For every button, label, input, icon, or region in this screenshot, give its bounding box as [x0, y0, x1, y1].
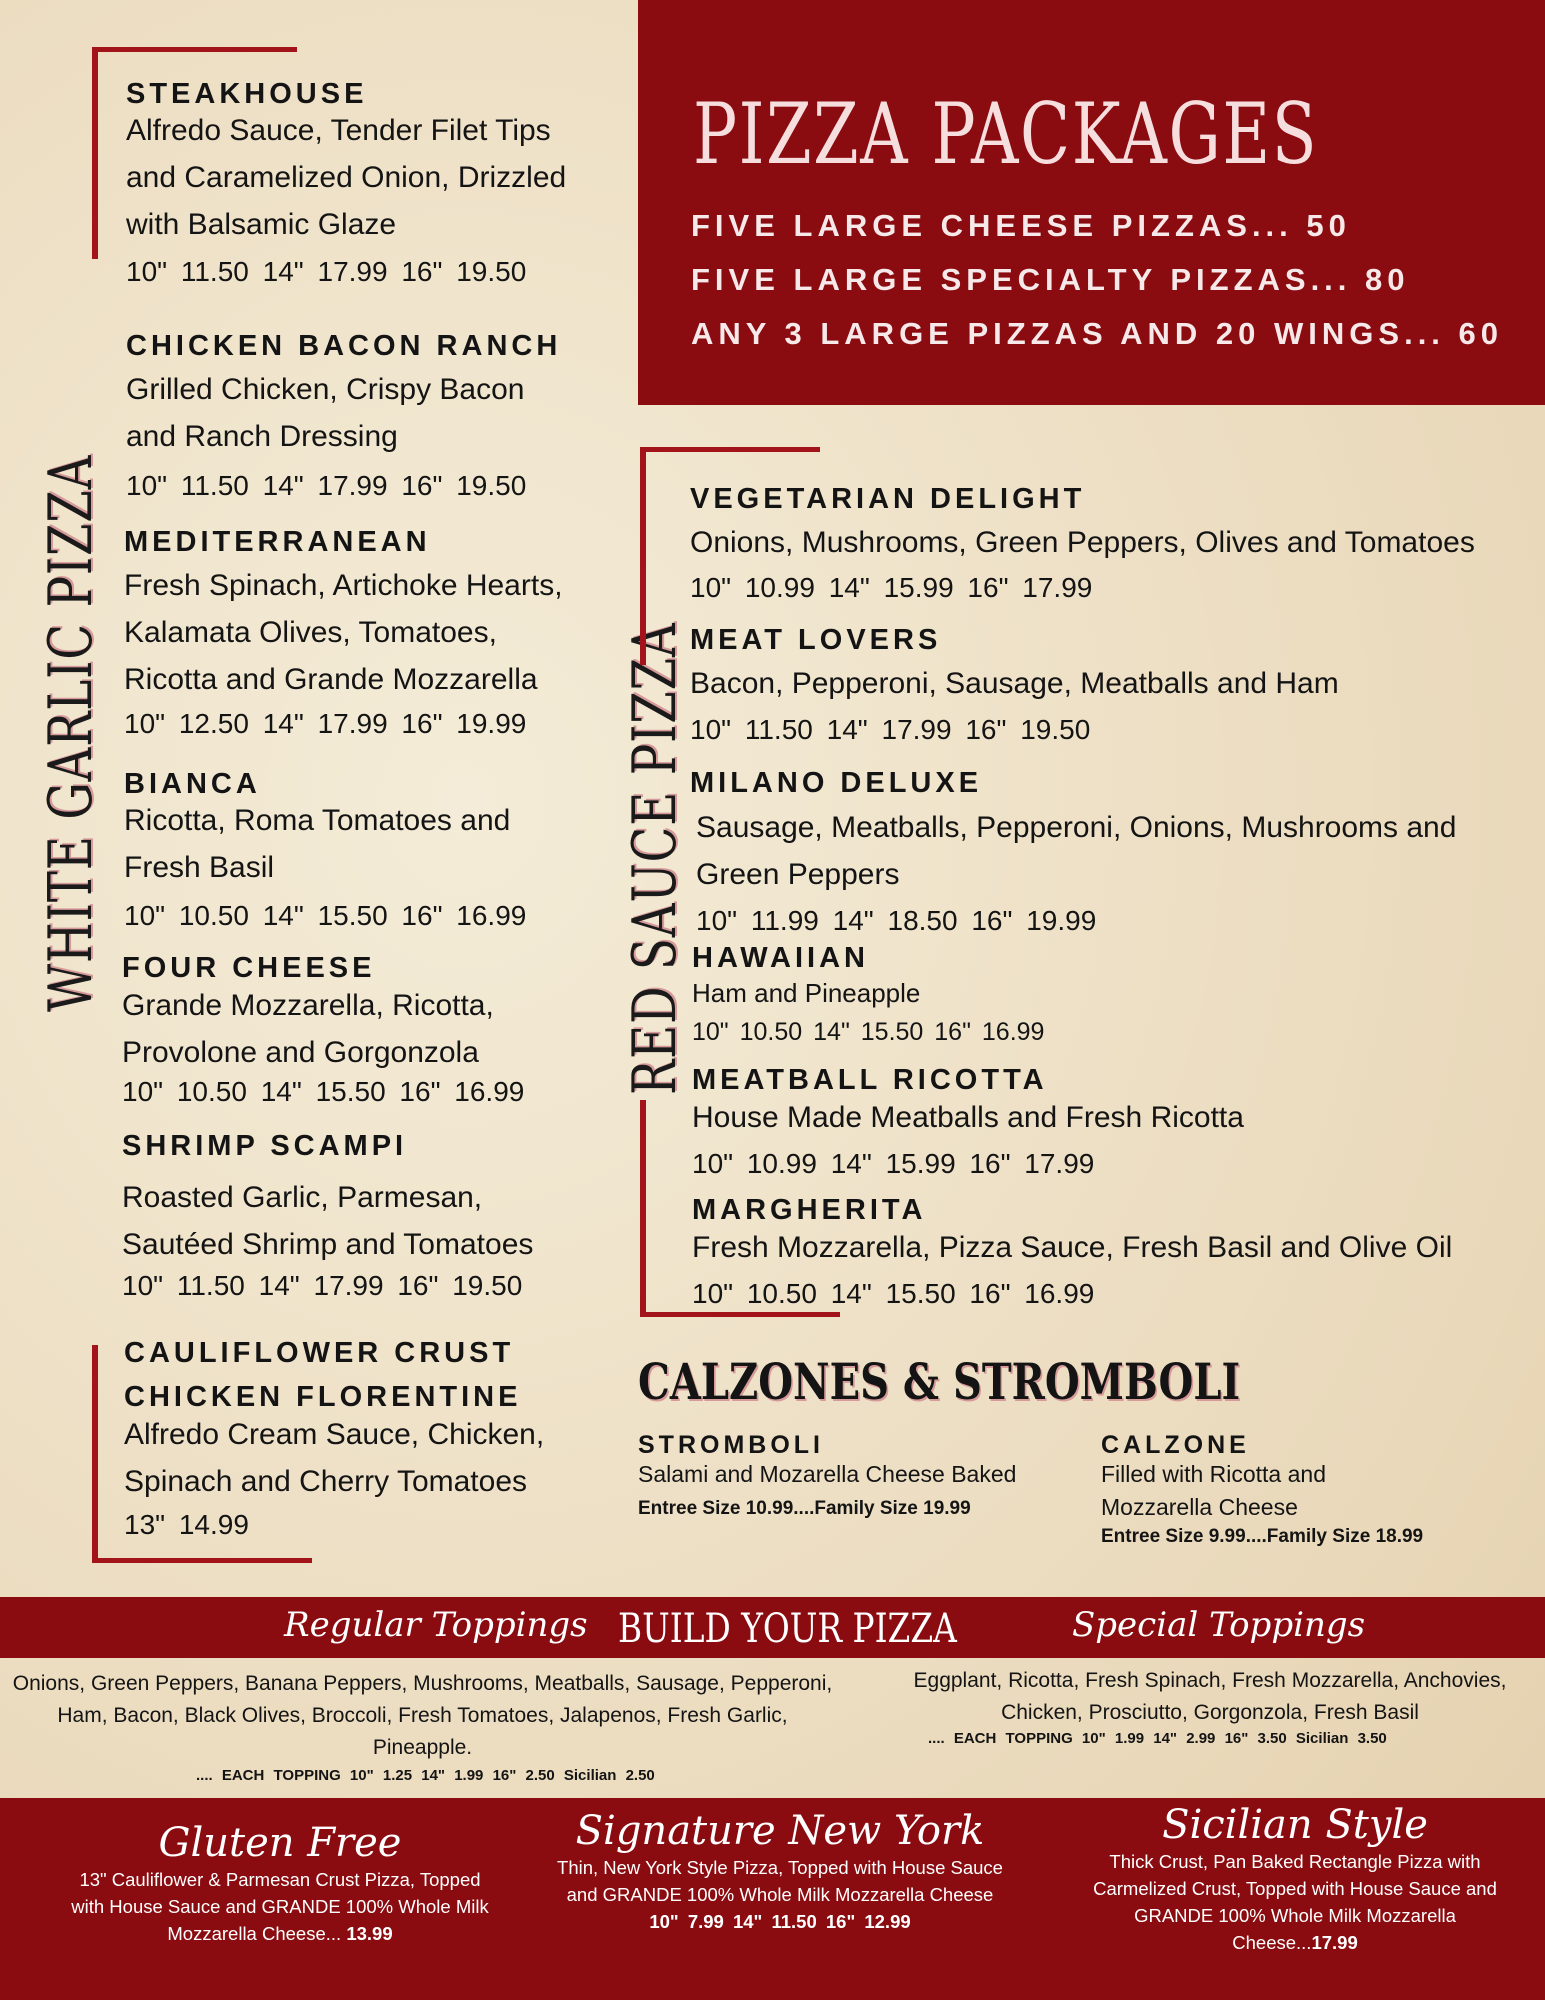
build-your-pizza-band: [0, 1597, 1545, 1658]
calzone-desc: Filled with Ricotta and Mozzarella Cheese: [1101, 1461, 1326, 1520]
bracket-decoration: [92, 47, 297, 52]
bracket-decoration: [92, 1345, 98, 1563]
menu-item-price: 10" 10.99 14" 15.99 16" 17.99: [690, 572, 1093, 603]
menu-item-title: STEAKHOUSE: [126, 78, 368, 110]
special-toppings-label: Special Toppings: [1072, 1605, 1366, 1645]
package-line: FIVE LARGE SPECIALTY PIZZAS... 80: [691, 262, 1410, 297]
menu-item-desc: Fresh Mozzarella, Pizza Sauce, Fresh Basil and Olive Oil: [692, 1231, 1453, 1264]
menu-item-price: 13" 14.99: [124, 1509, 249, 1540]
bracket-decoration: [92, 47, 98, 259]
menu-item-desc: House Made Meatballs and Fresh Ricotta: [692, 1101, 1244, 1134]
regular-toppings-price: .... EACH TOPPING 10" 1.25 14" 1.99 16" 2.50 Sicilian 2.50: [196, 1767, 655, 1784]
menu-item-desc: Ricotta, Roma Tomatoes and Fresh Basil: [124, 804, 511, 884]
stromboli-title: STROMBOLI: [638, 1431, 824, 1459]
gluten-free-section: Gluten Free 13" Cauliflower & Parmesan Crust Pizza, Topped with House Sauce and GRANDE 100% Whole Milk Mozzarella Cheese... 13.99: [50, 1820, 510, 1947]
menu-item-price: 10" 11.50 14" 17.99 16" 19.50: [122, 1270, 523, 1301]
special-toppings-price: .... EACH TOPPING 10" 1.99 14" 2.99 16" 3.50 Sicilian 3.50: [928, 1730, 1387, 1747]
menu-item-price: 10" 10.50 14" 15.50 16" 16.99: [692, 1278, 1095, 1309]
bracket-decoration: [640, 447, 820, 452]
menu-item-price: 10" 11.50 14" 17.99 16" 19.50: [690, 714, 1091, 745]
red-sauce-section-title: RED SAUCE PIZZA: [620, 622, 690, 1095]
package-line: ANY 3 LARGE PIZZAS AND 20 WINGS... 60: [691, 316, 1504, 351]
menu-item-desc: Sausage, Meatballs, Pepperoni, Onions, Mushrooms and Green Peppers: [696, 811, 1457, 891]
menu-item-desc: Fresh Spinach, Artichoke Hearts, Kalamata Olives, Tomatoes, Ricotta and Grande Mozzarella: [124, 569, 563, 696]
bracket-decoration: [640, 1100, 646, 1317]
menu-item-title: CHICKEN FLORENTINE: [124, 1381, 522, 1413]
menu-item-title: VEGETARIAN DELIGHT: [690, 483, 1086, 515]
regular-toppings-label: Regular Toppings: [284, 1605, 588, 1645]
menu-item-title: HAWAIIAN: [692, 942, 869, 974]
menu-item-title: MARGHERITA: [692, 1194, 927, 1226]
bracket-decoration: [640, 1312, 840, 1317]
menu-item-title: MILANO DELUXE: [690, 767, 983, 799]
menu-item-price: 10" 11.50 14" 17.99 16" 19.50: [126, 470, 527, 501]
special-toppings-list: Eggplant, Ricotta, Fresh Spinach, Fresh Mozzarella, Anchovies, Chicken, Prosciutto, Gorgonzola, Fresh Basil: [913, 1669, 1507, 1724]
build-your-pizza-title: BUILD YOUR PIZZA: [618, 1606, 957, 1652]
menu-item-desc: Alfredo Cream Sauce, Chicken, Spinach and Cherry Tomatoes: [124, 1418, 545, 1498]
menu-item-title: BIANCA: [124, 768, 261, 800]
menu-item-desc: Alfredo Sauce, Tender Filet Tips and Caramelized Onion, Drizzled with Balsamic Glaze: [126, 114, 567, 241]
calzones-section-title: CALZONES & STROMBOLI: [638, 1352, 1241, 1411]
calzone-price: Entree Size 9.99....Family Size 18.99: [1101, 1526, 1424, 1547]
new-york-title: Signature New York: [575, 1808, 985, 1854]
menu-item-title: MEATBALL RICOTTA: [692, 1064, 1048, 1096]
stromboli-price: Entree Size 10.99....Family Size 19.99: [638, 1498, 971, 1519]
bracket-decoration: [640, 447, 646, 665]
menu-item-desc: Roasted Garlic, Parmesan, Sautéed Shrimp and Tomatoes: [122, 1181, 534, 1261]
regular-toppings-list: Onions, Green Peppers, Banana Peppers, Mushrooms, Meatballs, Sausage, Pepperoni, Ham, Bacon, Black Olives, Broccoli, Fresh Tomatoes, Jalapenos, Fresh Garlic, Pineapple.: [12, 1672, 833, 1759]
menu-item-title: SHRIMP SCAMPI: [122, 1130, 408, 1162]
menu-item-price: 10" 10.50 14" 15.50 16" 16.99: [124, 900, 527, 931]
menu-item-desc: Grande Mozzarella, Ricotta, Provolone and Gorgonzola: [122, 989, 494, 1069]
menu-item-price: 10" 10.50 14" 15.50 16" 16.99: [122, 1076, 525, 1107]
menu-item-price: 10" 10.50 14" 15.50 16" 16.99: [692, 1018, 1045, 1046]
stromboli-desc: Salami and Mozarella Cheese Baked: [638, 1461, 1017, 1487]
new-york-section: Signature New York Thin, New York Style Pizza, Topped with House Sauce and GRANDE 100% Whole Milk Mozzarella Cheese 10" 7.99 14" 11.50 16" 12.99: [540, 1808, 1020, 1935]
pizza-packages-panel: [638, 0, 1545, 405]
menu-item-title: CAULIFLOWER CRUST: [124, 1337, 515, 1369]
package-line: FIVE LARGE CHEESE PIZZAS... 50: [691, 208, 1351, 243]
menu-item-title: MEAT LOVERS: [690, 624, 942, 656]
gluten-free-title: Gluten Free: [158, 1820, 402, 1866]
pizza-packages-title: PIZZA PACKAGES: [693, 85, 1319, 183]
menu-item-price: 10" 11.99 14" 18.50 16" 19.99: [696, 905, 1097, 936]
menu-item-desc: Grilled Chicken, Crispy Bacon and Ranch Dressing: [126, 373, 525, 453]
menu-item-desc: Bacon, Pepperoni, Sausage, Meatballs and Ham: [690, 667, 1339, 700]
menu-item-title: MEDITERRANEAN: [124, 526, 431, 558]
sicilian-title: Sicilian Style: [1162, 1802, 1428, 1848]
menu-item-title: FOUR CHEESE: [122, 952, 376, 984]
menu-item-price: 10" 12.50 14" 17.99 16" 19.99: [124, 708, 527, 739]
menu-item-title: CHICKEN BACON RANCH: [126, 330, 562, 362]
white-garlic-section-title: WHITE GARLIC PIZZA: [36, 454, 106, 1012]
calzone-title: CALZONE: [1101, 1431, 1250, 1459]
menu-item-desc: Ham and Pineapple: [692, 978, 921, 1008]
menu-item-desc: Onions, Mushrooms, Green Peppers, Olives and Tomatoes: [690, 526, 1475, 559]
bracket-decoration: [92, 1558, 312, 1563]
menu-item-price: 10" 10.99 14" 15.99 16" 17.99: [692, 1148, 1095, 1179]
sicilian-section: Sicilian Style Thick Crust, Pan Baked Rectangle Pizza with Carmelized Crust, Topped with House Sauce and GRANDE 100% Whole Milk Mozzarella Cheese...17.99: [1060, 1802, 1530, 1956]
menu-item-price: 10" 11.50 14" 17.99 16" 19.50: [126, 256, 527, 287]
specialty-crust-band: [0, 1798, 1545, 2000]
